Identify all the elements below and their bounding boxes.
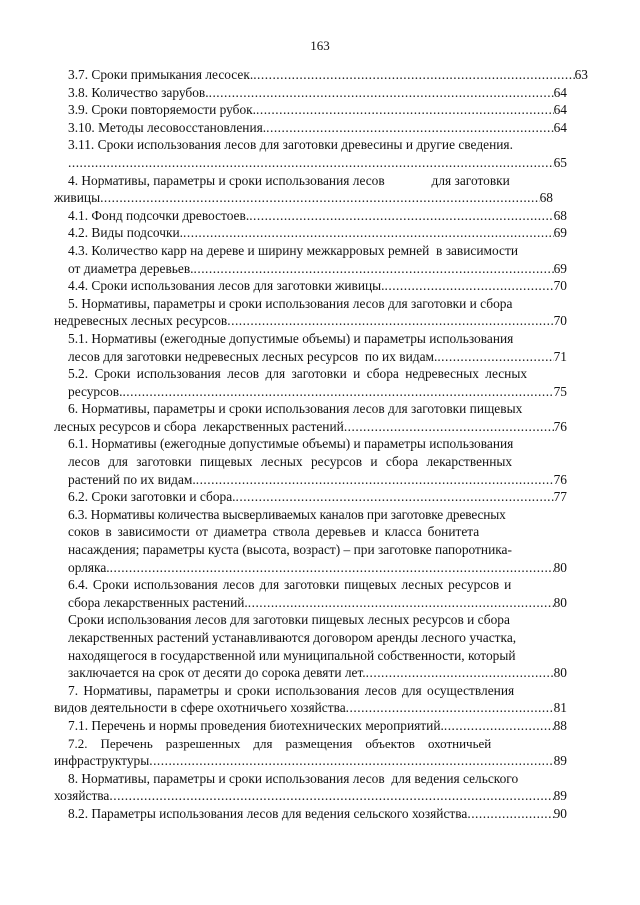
- toc-entry-title-cont: инфраструктуры: [54, 753, 150, 769]
- toc-entry-title: 7.1. Перечень и нормы проведения биотехнических мероприятий.: [68, 717, 444, 733]
- dot-leader: [467, 805, 553, 823]
- dot-leader: [196, 471, 554, 489]
- toc-entry-title-cont: орляка.: [68, 559, 110, 575]
- toc-entry[interactable]: [68, 330, 588, 365]
- toc-entry[interactable]: [68, 119, 567, 137]
- dot-leader: [366, 664, 554, 682]
- toc-entry-title: 3.11. Сроки использования лесов для заготовки древесины и другие сведения.: [68, 137, 513, 153]
- toc-entry-title-cont: хозяйства: [54, 788, 110, 804]
- dot-leader: [437, 348, 553, 366]
- toc-entry-title-cont: сбора лекарственных растений.: [68, 594, 248, 610]
- toc-entry-page: 88: [553, 717, 567, 733]
- dot-leader: [236, 488, 554, 506]
- dot-leader: [194, 260, 554, 278]
- toc-entry[interactable]: [68, 365, 588, 400]
- toc-entry-page: 81: [553, 700, 567, 716]
- toc-entry[interactable]: [68, 576, 588, 611]
- toc-entry-page: 64: [553, 84, 567, 100]
- dot-leader: [385, 277, 554, 295]
- toc-entry-page: 71: [553, 348, 567, 364]
- dot-leader: [253, 66, 574, 84]
- toc-entry[interactable]: [54, 735, 588, 770]
- toc-entry[interactable]: [68, 435, 588, 488]
- dot-leader: [266, 119, 553, 137]
- toc-entry-page: 70: [553, 313, 567, 329]
- toc-entry-page: 75: [553, 383, 567, 399]
- toc-entry-page: 69: [553, 225, 567, 241]
- toc-entry-title-cont: лесных ресурсов и сбора лекарственных растений: [54, 418, 344, 434]
- toc-entry[interactable]: [68, 805, 567, 823]
- dot-leader: [444, 717, 554, 735]
- toc-entry[interactable]: [68, 207, 567, 225]
- toc-entry-title: 6.2. Сроки заготовки и сбора.: [68, 489, 236, 505]
- toc-entry-title-cont: соков в зависимости от диаметра ствола деревьев и класса бонитета: [68, 524, 480, 540]
- toc-entry-title: 4.3. Количество карр на дереве и ширину межкарровых ремней в зависимости: [68, 242, 518, 258]
- toc-entry-title-cont: лесов для заготовки пищевых лесных ресурсов и сбора лекарственных: [68, 454, 513, 470]
- toc-entry[interactable]: [68, 717, 567, 735]
- toc-paragraph: [68, 611, 588, 681]
- toc-entry-title: 5. Нормативы, параметры и сроки использования лесов для заготовки и сбора: [68, 295, 513, 311]
- toc-entry-title: 3.7. Сроки примыкания лесосек.: [68, 67, 254, 82]
- toc-entry-title-cont: ресурсов.: [68, 383, 123, 399]
- toc-entry-title: 8.2. Параметры использования лесов для ведения сельского хозяйства: [68, 805, 468, 821]
- toc-entry-title: 5.1. Нормативы (ежегодные допустимые объемы) и параметры использования: [68, 330, 514, 346]
- toc-entry-page: 64: [553, 102, 567, 118]
- dot-leader: [100, 189, 540, 207]
- paragraph-line: заключается на срок от десяти до сорока девяти лет.: [68, 665, 366, 681]
- toc-entry-page: 68: [553, 207, 567, 223]
- toc-entry-page: 76: [553, 418, 567, 434]
- toc-entry[interactable]: [68, 84, 567, 102]
- dot-leader: [183, 224, 554, 242]
- toc-entry-title-cont: недревесных лесных ресурсов: [54, 313, 228, 329]
- toc-entry-title-cont: лесов для заготовки недревесных лесных ресурсов по их видам.: [68, 348, 438, 364]
- toc-entry[interactable]: [54, 682, 588, 717]
- dot-leader: [68, 154, 554, 172]
- toc-entry-page: 76: [553, 471, 567, 487]
- dot-leader: [227, 312, 553, 330]
- toc-entry[interactable]: [68, 66, 588, 84]
- dot-leader: [249, 207, 553, 225]
- toc-entry-title-cont: видов деятельности в сфере охотничьего хозяйства: [54, 700, 346, 716]
- dot-leader: [256, 101, 554, 119]
- toc-entry-page: 89: [553, 788, 567, 804]
- toc-entry-page: 80: [553, 665, 567, 681]
- dot-leader: [149, 752, 553, 770]
- dot-leader: [109, 787, 553, 805]
- toc-entry[interactable]: [68, 242, 588, 277]
- toc-entry[interactable]: [68, 277, 567, 295]
- toc-entry[interactable]: [68, 506, 588, 576]
- toc-entry-title: 3.8. Количество зарубов.: [68, 84, 209, 100]
- toc-entry[interactable]: [54, 172, 588, 207]
- dot-leader: [346, 699, 554, 717]
- toc-entry-title-cont: живицы: [54, 190, 101, 206]
- toc-entry-title: 6. Нормативы, параметры и сроки использования лесов для заготовки пищевых: [68, 401, 523, 417]
- toc-entry-title: 5.2. Сроки использования лесов для заготовки и сбора недревесных лесных: [68, 366, 528, 382]
- toc-entry-page: 90: [553, 805, 567, 821]
- dot-leader: [344, 418, 554, 436]
- page-number: 163: [310, 38, 330, 53]
- toc-entry-title: 3.9. Сроки повторяемости рубок.: [68, 102, 257, 118]
- toc-entry-title: 4.1. Фонд подсочки древостоев.: [68, 207, 250, 223]
- toc-entry-title: 8. Нормативы, параметры и сроки использования лесов для ведения сельского: [68, 770, 519, 786]
- toc-entry-title: 7. Нормативы, параметры и сроки использования лесов для осуществления: [68, 682, 515, 698]
- toc-entry[interactable]: [68, 101, 567, 119]
- toc-entry-title: 3.10. Методы лесовосстановления.: [68, 119, 267, 135]
- toc-entry[interactable]: [54, 770, 588, 805]
- toc-entry-page: 77: [553, 489, 567, 505]
- toc-entry-title-cont: растений по их видам.: [68, 471, 196, 487]
- toc-entry-title-cont: насаждения; параметры куста (высота, возраст) – при заготовке папоротника-: [68, 542, 512, 558]
- dot-leader: [122, 383, 553, 401]
- toc-entry-title-cont: от диаметра деревьев.: [68, 260, 194, 276]
- toc-entry-page: 69: [553, 260, 567, 276]
- toc-entry[interactable]: [54, 295, 588, 330]
- table-of-contents: [54, 66, 588, 823]
- toc-entry[interactable]: [68, 136, 588, 171]
- toc-entry[interactable]: [54, 400, 588, 435]
- paragraph-line: Сроки использования лесов для заготовки пищевых лесных ресурсов и сбора: [68, 612, 510, 628]
- toc-entry-title: 6.1. Нормативы (ежегодные допустимые объемы) и параметры использования: [68, 436, 514, 452]
- toc-entry-page: 63: [574, 67, 588, 82]
- paragraph-line: лекарственных растений устанавливаются договором аренды лесного участка,: [68, 630, 517, 645]
- toc-entry-page: 70: [553, 278, 567, 294]
- toc-entry-page: 65: [553, 154, 567, 170]
- toc-entry-page: 80: [553, 559, 567, 575]
- toc-entry[interactable]: [68, 488, 567, 506]
- dot-leader: [248, 594, 554, 612]
- toc-entry-title: 4. Нормативы, параметры и сроки использования лесов для заготовки: [68, 172, 510, 188]
- toc-entry-title: 4.2. Виды подсочки.: [68, 225, 184, 241]
- toc-entry-page: 64: [553, 119, 567, 135]
- toc-entry-title: 7.2. Перечень разрешенных для размещения объектов охотничьей: [68, 735, 492, 751]
- toc-entry-page: 80: [553, 594, 567, 610]
- toc-entry-title: 6.3. Нормативы количества высверливаемых каналов при заготовке древесных: [68, 506, 506, 522]
- toc-entry-title: 4.4. Сроки использования лесов для заготовки живицы.: [68, 278, 385, 294]
- toc-entry-title: 6.4. Сроки использования лесов для заготовки пищевых лесных ресурсов и: [68, 577, 512, 593]
- toc-entry-page: 68: [539, 190, 553, 206]
- dot-leader: [209, 84, 554, 102]
- toc-entry[interactable]: [68, 224, 567, 242]
- dot-leader: [110, 559, 554, 577]
- toc-entry-page: 89: [553, 753, 567, 769]
- paragraph-line: находящегося в государственной или муниципальной собственности, который: [68, 647, 516, 663]
